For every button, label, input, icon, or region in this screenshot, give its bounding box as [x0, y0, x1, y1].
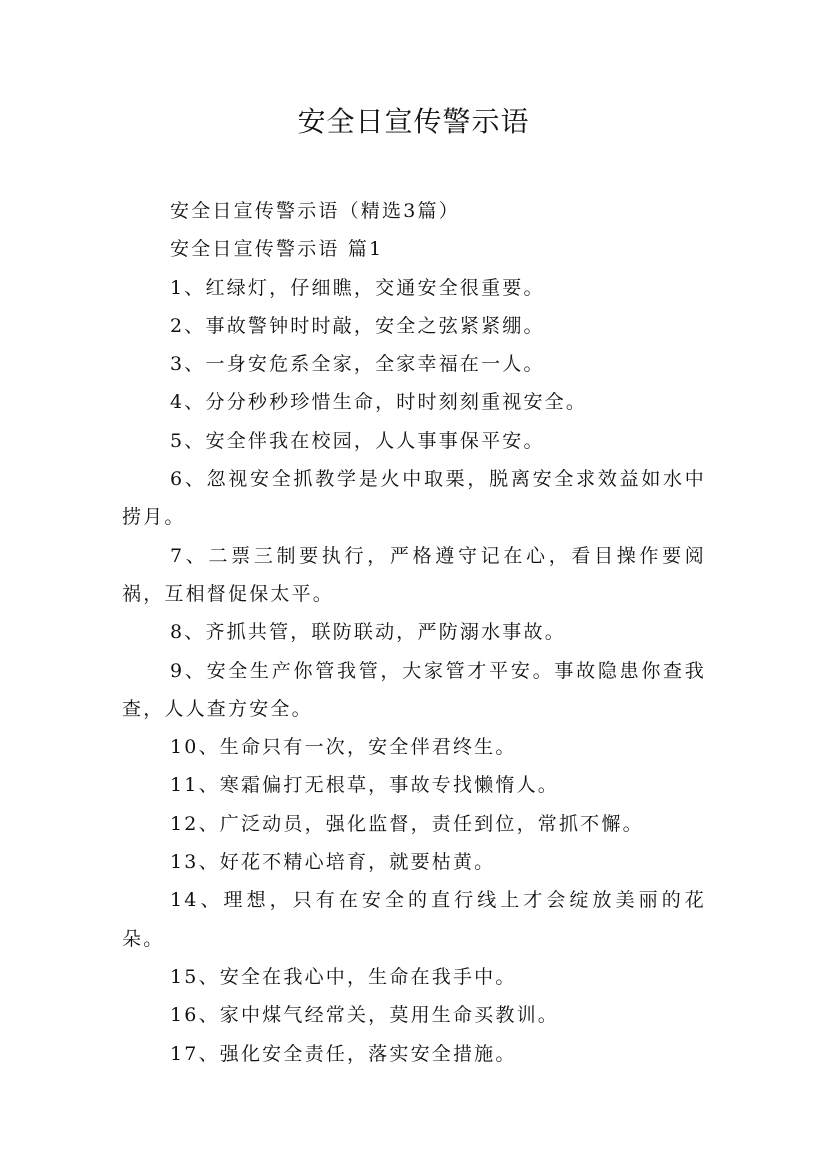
- document-body: [122, 192, 706, 1073]
- slogan-item: 17、强化安全责任，落实安全措施。: [170, 1042, 517, 1065]
- slogan-item: 5、安全伴我在校园，人人事事保平安。: [170, 429, 545, 452]
- slogan-item: 4、分分秒秒珍惜生命，时时刻刻重视安全。: [170, 391, 588, 414]
- slogan-item: 1、红绿灯，仔细瞧，交通安全很重要。: [170, 276, 545, 299]
- slogan-item: 12、广泛动员，强化监督，责任到位，常抓不懈。: [170, 812, 644, 835]
- slogan-item: 9、安全生产你管我管，大家管才平安。事故隐患你查我查，人人查方安全。: [122, 659, 706, 720]
- slogan-item: 6、忽视安全抓教学是火中取栗，脱离安全求效益如水中捞月。: [122, 468, 706, 529]
- slogan-item: 16、家中煤气经常关，莫用生命买教训。: [170, 1004, 559, 1027]
- subtitle: 安全日宣传警示语（精选3篇）: [170, 200, 460, 222]
- slogan-item: 7、二票三制要执行，严格遵守记在心，看目操作要阅祸，互相督促保太平。: [122, 544, 706, 605]
- slogan-item: 10、生命只有一次，安全伴君终生。: [170, 736, 517, 759]
- slogan-item: 14、理想，只有在安全的直行线上才会绽放美丽的花朵。: [122, 889, 706, 950]
- document-title: 安全日宣传警示语: [297, 105, 530, 138]
- slogan-item: 11、寒霜偏打无根草，事故专找懒惰人。: [170, 774, 559, 797]
- slogan-item: 2、事故警钟时时敲，安全之弦紧紧绷。: [170, 314, 545, 337]
- slogan-item: 13、好花不精心培育，就要枯黄。: [170, 851, 496, 874]
- section-heading: 安全日宣传警示语 篇1: [170, 238, 384, 261]
- slogan-item: 15、安全在我心中，生命在我手中。: [170, 965, 517, 988]
- slogan-item: 8、齐抓共管，联防联动，严防溺水事故。: [170, 621, 566, 644]
- slogan-item: 3、一身安危系全家，全家幸福在一人。: [170, 353, 545, 376]
